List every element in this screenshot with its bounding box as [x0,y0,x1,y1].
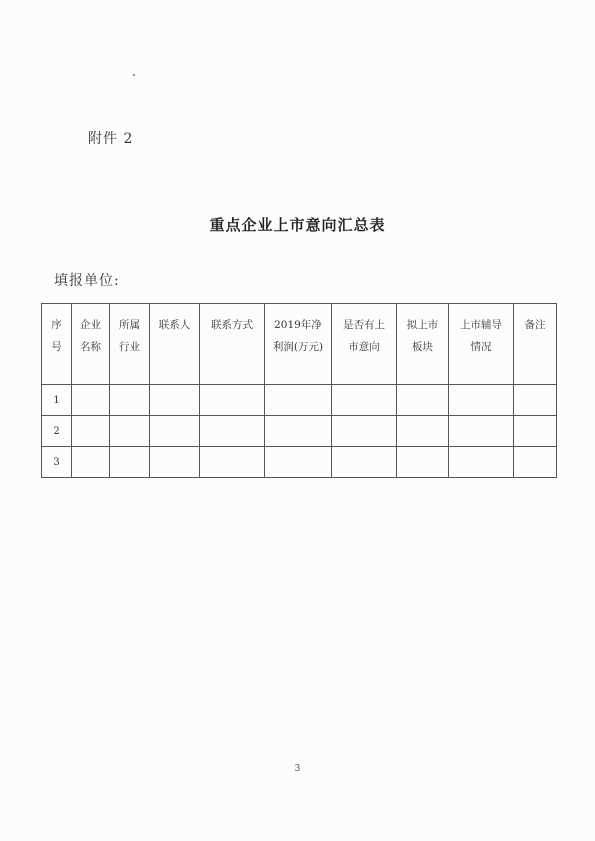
table-cell [72,447,110,478]
table-cell [514,416,557,447]
header-text: 名称 [80,341,101,353]
header-text: 号 [51,341,62,353]
table-cell [110,416,150,447]
table-cell [397,416,449,447]
header-listing-intention [332,304,397,385]
scan-speck [133,74,135,76]
table-cell [200,447,265,478]
header-text: 是否有上 [343,319,385,331]
table-cell [397,447,449,478]
header-contact-person [150,304,200,385]
table-cell [397,385,449,416]
header-text: 联系人 [158,319,191,331]
header-text: 行业 [119,341,140,353]
header-target-board [397,304,449,385]
header-text: 所属 [119,319,140,331]
header-text: 企业 [80,319,101,331]
header-text: 拟上市 [406,319,439,331]
attachment-label: 附件 2 [88,131,134,147]
header-remarks [514,304,557,385]
table-cell [110,385,150,416]
table-cell [150,447,200,478]
table-cell [332,385,397,416]
table-cell [150,385,200,416]
header-text: 序 [51,319,62,331]
table-cell [449,385,514,416]
table-row [42,385,557,416]
table-cell [265,447,332,478]
table-cell [200,416,265,447]
header-net-profit [265,304,332,385]
header-text: 2019年净 [274,319,322,331]
table-cell [265,385,332,416]
table-cell [72,385,110,416]
header-text: 板块 [412,341,433,353]
header-text: 联系方式 [211,319,253,331]
table-cell [150,416,200,447]
filler-unit-label: 填报单位: [54,273,120,289]
header-industry [110,304,150,385]
row-serial-cell: 1 [42,385,72,416]
header-text: 备注 [524,319,546,331]
page-number: 3 [294,764,301,774]
table-cell [110,447,150,478]
header-text: 上市辅导 [460,319,502,331]
table-header-row [42,304,557,385]
table-row [42,416,557,447]
header-contact-method [200,304,265,385]
table-cell [449,447,514,478]
table-cell [514,447,557,478]
table-cell [332,416,397,447]
table-cell [200,385,265,416]
table-cell [449,416,514,447]
header-text: 利润(万元) [272,341,324,353]
header-serial-number [42,304,72,385]
table-cell [72,416,110,447]
header-text: 市意向 [348,341,380,353]
header-company-name [72,304,110,385]
row-serial-cell: 2 [42,416,72,447]
row-serial-cell: 3 [42,447,72,478]
header-ipo-counseling [449,304,514,385]
table-cell [265,416,332,447]
table-cell [514,385,557,416]
header-text: 情况 [470,341,492,353]
document-title: 重点企业上市意向汇总表 [209,216,386,234]
table-cell [332,447,397,478]
summary-table [41,303,557,478]
table-row [42,447,557,478]
